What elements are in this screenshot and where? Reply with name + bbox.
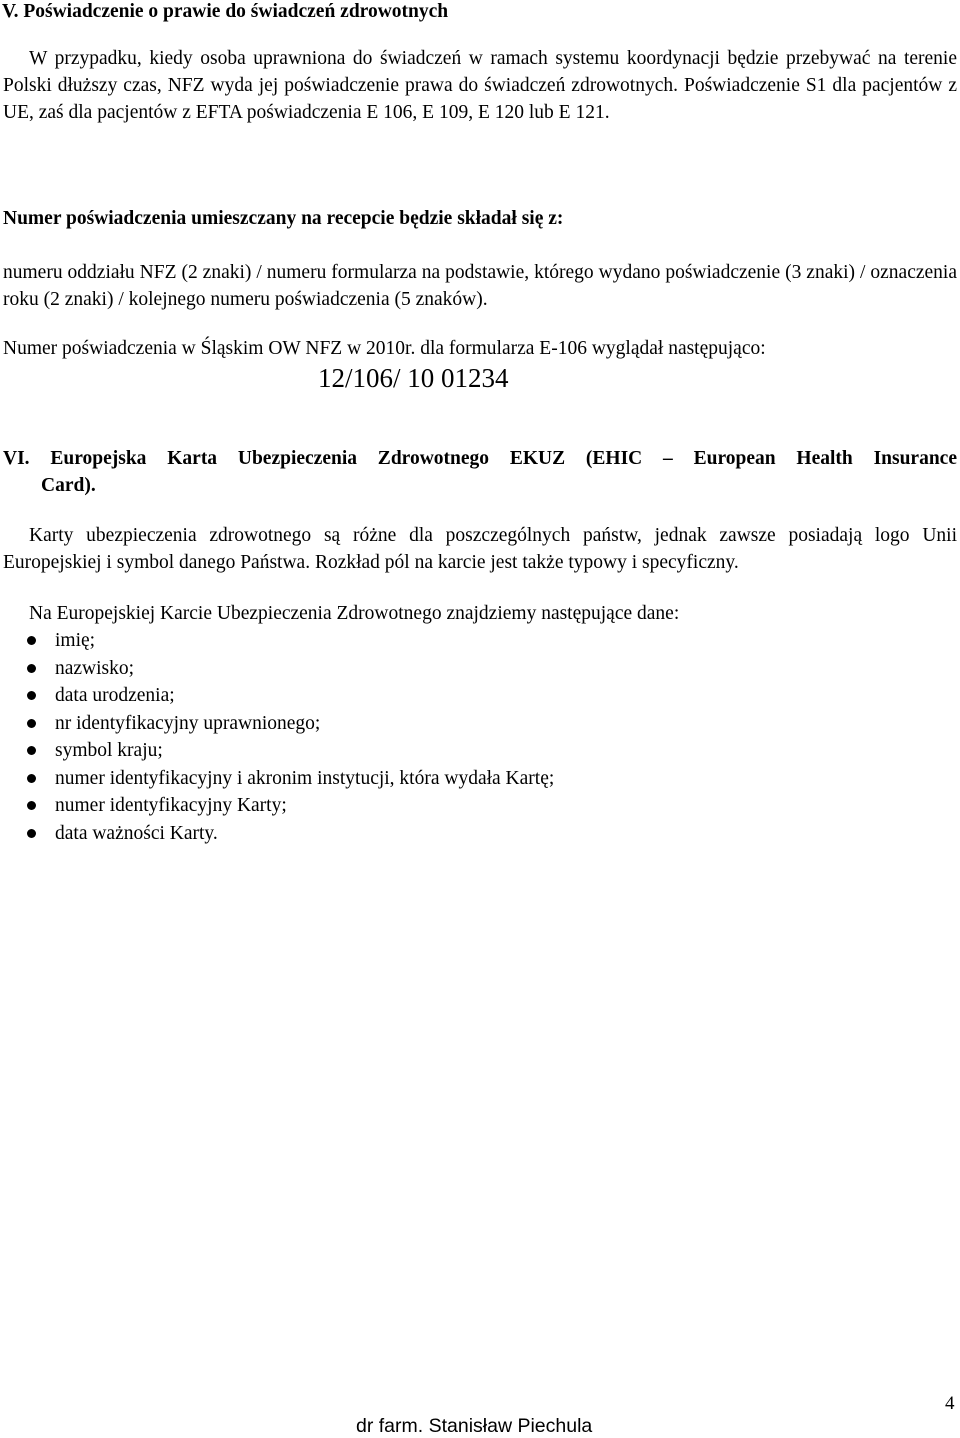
list-intro: Na Europejskiej Karcie Ubezpieczenia Zdrowotnego znajdziemy następujące dane: bbox=[29, 603, 680, 624]
bullet-icon bbox=[27, 664, 36, 673]
list-item: data ważności Karty. bbox=[27, 820, 554, 848]
page-number: 4 bbox=[945, 1393, 955, 1414]
certificate-number-heading: Numer poświadczenia umieszczany na recepcie będzie składał się z: bbox=[3, 208, 564, 229]
bullet-icon bbox=[27, 801, 36, 810]
section-6-heading-line-1: VI. Europejska Karta Ubezpieczenia Zdrowotnego EKUZ (EHIC – European Health Insurance bbox=[3, 448, 957, 469]
card-data-list bbox=[27, 627, 554, 847]
section-5-heading: V. Poświadczenie o prawie do świadczeń zdrowotnych bbox=[2, 1, 449, 22]
list-item: numer identyfikacyjny Karty; bbox=[27, 792, 554, 820]
list-item: nr identyfikacyjny uprawnionego; bbox=[27, 710, 554, 738]
list-item: symbol kraju; bbox=[27, 737, 554, 765]
section-5-intro-paragraph: W przypadku, kiedy osoba uprawniona do świadczeń w ramach systemu koordynacji będzie przebywać na terenie Polski dłuższy czas, NFZ wyda jej poświadczenie prawa do świadczeń zdrowotnych. Poświadczenie S1 dla pacjentów z UE, zaś dla pacjentów z EFTA poświadczenia E 106, E 109, E 120 lub E 121. bbox=[3, 48, 957, 123]
certificate-number-description: numeru oddziału NFZ (2 znaki) / numeru formularza na podstawie, którego wydano poświadczenie (3 znaki) / oznaczenia roku (2 znaki) / kolejnego numeru poświadczenia (5 znaków). bbox=[3, 262, 957, 310]
bullet-icon bbox=[27, 774, 36, 783]
bullet-icon bbox=[27, 829, 36, 838]
section-6-paragraph: Karty ubezpieczenia zdrowotnego są różne dla poszczególnych państw, jednak zawsze posiadają logo Unii Europejskiej i symbol danego Państwa. Rozkład pól na karcie jest także typowy i specyficzny. bbox=[3, 525, 957, 573]
bullet-icon bbox=[27, 691, 36, 700]
bullet-icon bbox=[27, 719, 36, 728]
footer-author: dr farm. Stanisław Piechula bbox=[356, 1415, 593, 1437]
example-certificate-number: 12/106/ 10 01234 bbox=[318, 363, 509, 393]
bullet-icon bbox=[27, 636, 36, 645]
list-item: imię; bbox=[27, 627, 554, 655]
example-intro: Numer poświadczenia w Śląskim OW NFZ w 2010r. dla formularza E-106 wyglądał następująco: bbox=[3, 338, 766, 359]
list-item: nazwisko; bbox=[27, 655, 554, 683]
list-item: numer identyfikacyjny i akronim instytucji, która wydała Kartę; bbox=[27, 765, 554, 793]
bullet-icon bbox=[27, 746, 36, 755]
section-6-heading-line-2: Card). bbox=[41, 475, 96, 496]
list-item: data urodzenia; bbox=[27, 682, 554, 710]
